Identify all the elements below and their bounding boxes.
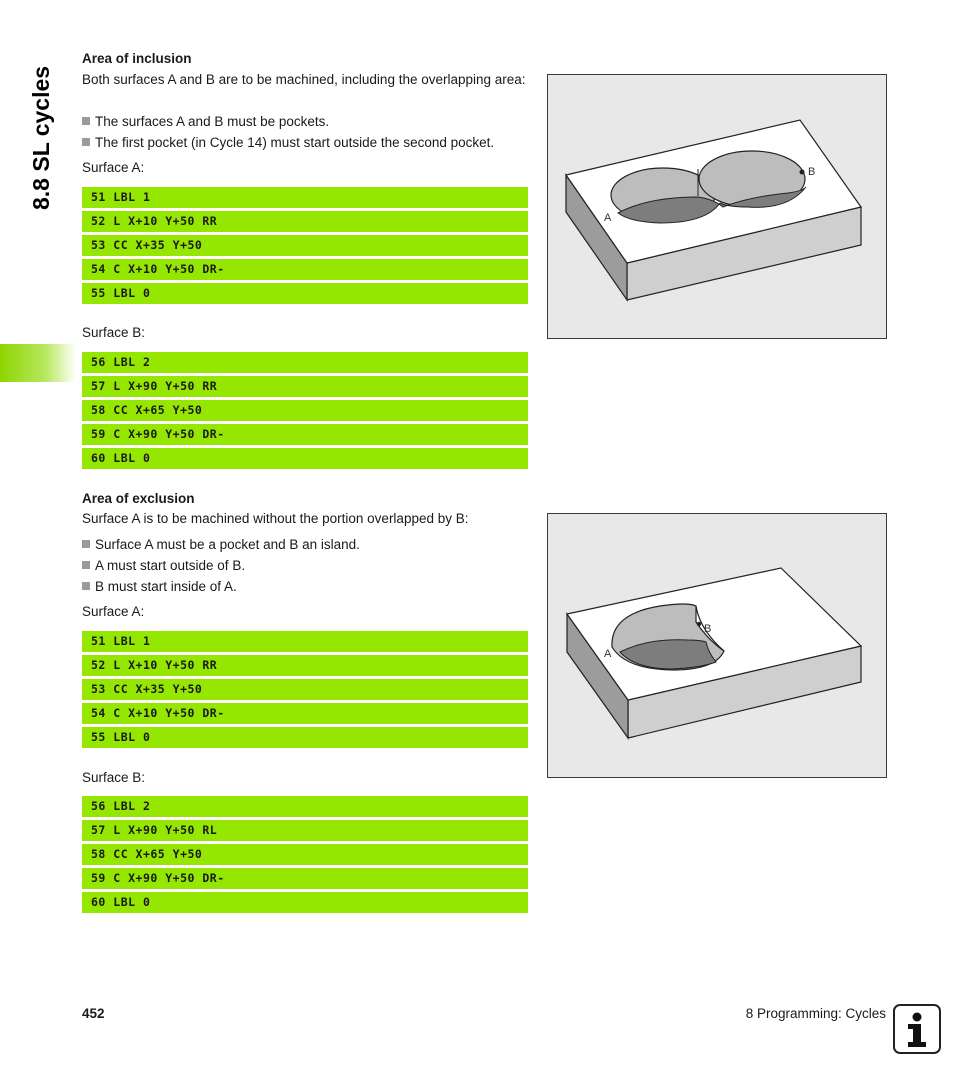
code-line: 54 C X+10 Y+50 DR- <box>82 259 528 280</box>
exclusion-surface-b-code <box>82 796 528 916</box>
code-line: 51 LBL 1 <box>82 631 528 652</box>
inclusion-bullet-text: The surfaces A and B must be pockets. <box>95 114 330 129</box>
code-line: 58 CC X+65 Y+50 <box>82 400 528 421</box>
chapter-label: 8 Programming: Cycles <box>745 1006 886 1021</box>
inclusion-figure <box>547 74 887 339</box>
code-line: 58 CC X+65 Y+50 <box>82 844 528 865</box>
exclusion-figure <box>547 513 887 778</box>
inclusion-intro: Both surfaces A and B are to be machined, including the overlapping area: <box>82 72 526 87</box>
code-line: 60 LBL 0 <box>82 448 528 469</box>
inclusion-surface-a-label: Surface A: <box>82 160 145 175</box>
code-line: 53 CC X+35 Y+50 <box>82 679 528 700</box>
code-line: 52 L X+10 Y+50 RR <box>82 211 528 232</box>
exclusion-surface-a-code <box>82 631 528 751</box>
inclusion-surface-a-code <box>82 187 528 307</box>
code-line: 52 L X+10 Y+50 RR <box>82 655 528 676</box>
bullet-square-icon <box>82 138 90 146</box>
exclusion-bullet <box>82 537 360 552</box>
code-line: 60 LBL 0 <box>82 892 528 913</box>
inclusion-bullet <box>82 135 494 150</box>
exclusion-bullet <box>82 558 245 573</box>
code-line: 54 C X+10 Y+50 DR- <box>82 703 528 724</box>
code-line: 59 C X+90 Y+50 DR- <box>82 868 528 889</box>
inclusion-surface-b-label: Surface B: <box>82 325 146 340</box>
inclusion-heading: Area of inclusion <box>82 51 192 66</box>
exclusion-bullet-text: B must start inside of A. <box>95 579 237 594</box>
exclusion-surface-b-label: Surface B: <box>82 770 146 785</box>
code-line: 55 LBL 0 <box>82 727 528 748</box>
bullet-square-icon <box>82 540 90 548</box>
exclusion-bullet-text: A must start outside of B. <box>95 558 246 573</box>
code-line: 51 LBL 1 <box>82 187 528 208</box>
code-line: 56 LBL 2 <box>82 796 528 817</box>
code-line: 57 L X+90 Y+50 RR <box>82 376 528 397</box>
page-number: 452 <box>82 1006 105 1021</box>
section-side-tab <box>0 344 76 382</box>
code-line: 59 C X+90 Y+50 DR- <box>82 424 528 445</box>
exclusion-bullet-text: Surface A must be a pocket and B an island. <box>95 537 360 552</box>
code-line: 55 LBL 0 <box>82 283 528 304</box>
bullet-square-icon <box>82 117 90 125</box>
exclusion-heading: Area of exclusion <box>82 491 195 506</box>
exclusion-intro: Surface A is to be machined without the portion overlapped by B: <box>82 511 469 526</box>
bullet-square-icon <box>82 582 90 590</box>
bullet-square-icon <box>82 561 90 569</box>
info-icon <box>893 1004 941 1054</box>
figure-label-a: A <box>604 648 612 660</box>
inclusion-surface-b-code <box>82 352 528 472</box>
code-line: 56 LBL 2 <box>82 352 528 373</box>
figure-label-b: B <box>704 623 712 635</box>
code-line: 57 L X+90 Y+50 RL <box>82 820 528 841</box>
figure-label-b: B <box>808 166 816 178</box>
section-side-title: 8.8 SL cycles <box>28 65 54 210</box>
exclusion-bullet <box>82 579 237 594</box>
figure-label-a: A <box>604 212 612 224</box>
inclusion-bullet <box>82 114 329 129</box>
inclusion-bullet-text: The first pocket (in Cycle 14) must start outside the second pocket. <box>95 135 495 150</box>
exclusion-surface-a-label: Surface A: <box>82 604 145 619</box>
code-line: 53 CC X+35 Y+50 <box>82 235 528 256</box>
